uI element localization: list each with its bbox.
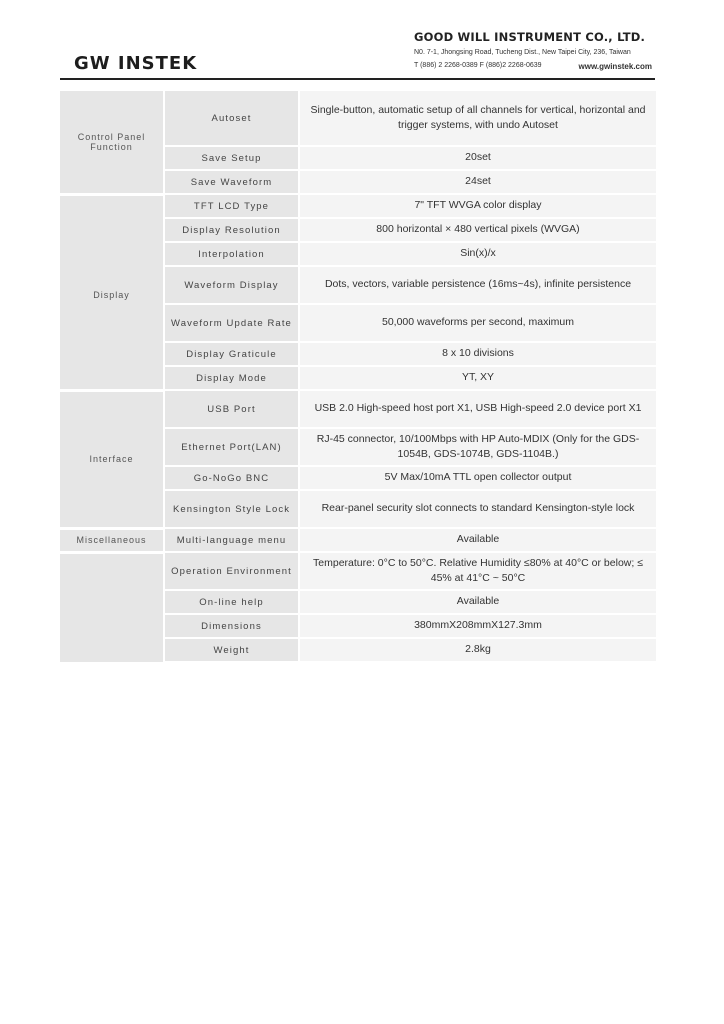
- table-row: [60, 194, 656, 218]
- spec-label: TFT LCD Type: [164, 194, 299, 218]
- spec-label: Waveform Display: [164, 266, 299, 304]
- header-divider: [60, 78, 655, 80]
- company-header: [414, 30, 654, 71]
- spec-value: 20set: [299, 146, 656, 170]
- spec-label: Save Setup: [164, 146, 299, 170]
- spec-label: Waveform Update Rate: [164, 304, 299, 342]
- spec-table: [60, 91, 656, 663]
- spec-value: RJ-45 connector, 10/100Mbps with HP Auto-MDIX (Only for the GDS-1054B, GDS-1074B, GDS-1104B.): [299, 428, 656, 466]
- spec-value: 8 x 10 divisions: [299, 342, 656, 366]
- category-cell: Control Panel Function: [60, 91, 164, 194]
- spec-label: Autoset: [164, 91, 299, 146]
- spec-value: 380mmX208mmX127.3mm: [299, 614, 656, 638]
- category-cell: Interface: [60, 390, 164, 528]
- spec-value: 800 horizontal × 480 vertical pixels (WVGA): [299, 218, 656, 242]
- spec-label: Kensington Style Lock: [164, 490, 299, 528]
- spec-value: Dots, vectors, variable persistence (16ms~4s), infinite persistence: [299, 266, 656, 304]
- spec-value: Rear-panel security slot connects to standard Kensington-style lock: [299, 490, 656, 528]
- spec-value: 2.8kg: [299, 638, 656, 662]
- spec-value: Temperature: 0°C to 50°C. Relative Humidity ≤80% at 40°C or below; ≤ 45% at 41°C ~ 50°C: [299, 552, 656, 590]
- company-contact: [414, 62, 652, 71]
- spec-label: Dimensions: [164, 614, 299, 638]
- spec-value: 24set: [299, 170, 656, 194]
- table-row: [60, 390, 656, 428]
- spec-value: USB 2.0 High-speed host port X1, USB High-speed 2.0 device port X1: [299, 390, 656, 428]
- spec-value: YT, XY: [299, 366, 656, 390]
- spec-value: 7" TFT WVGA color display: [299, 194, 656, 218]
- logo-text: GW INSTEK: [74, 53, 198, 74]
- brand-logo: [74, 53, 197, 74]
- category-cell: Miscellaneous: [60, 528, 164, 552]
- spec-label: Interpolation: [164, 242, 299, 266]
- website: www.gwinstek.com: [578, 62, 652, 71]
- spec-value: Available: [299, 528, 656, 552]
- spec-label: Save Waveform: [164, 170, 299, 194]
- spec-label: Operation Environment: [164, 552, 299, 590]
- spec-label: Multi-language menu: [164, 528, 299, 552]
- table-row: [60, 528, 656, 552]
- spec-label: Display Resolution: [164, 218, 299, 242]
- table-row: [60, 552, 656, 590]
- spec-label: Ethernet Port(LAN): [164, 428, 299, 466]
- spec-label: Go-NoGo BNC: [164, 466, 299, 490]
- spec-label: Weight: [164, 638, 299, 662]
- spec-label: Display Graticule: [164, 342, 299, 366]
- spec-value: Available: [299, 590, 656, 614]
- company-address: N0. 7-1, Jhongsing Road, Tucheng Dist., New Taipei City, 236, Taiwan: [414, 49, 631, 56]
- table-row: [60, 91, 656, 146]
- spec-value: 5V Max/10mA TTL open collector output: [299, 466, 656, 490]
- spec-label: Display Mode: [164, 366, 299, 390]
- spec-value: Single-button, automatic setup of all channels for vertical, horizontal and trigger systems, with undo Autoset: [299, 91, 656, 146]
- spec-label: USB Port: [164, 390, 299, 428]
- phone-fax: T (886) 2 2268-0389 F (886)2 2268-0639: [414, 62, 542, 69]
- category-cell: Display: [60, 194, 164, 390]
- spec-value: Sin(x)/x: [299, 242, 656, 266]
- spec-label: On-line help: [164, 590, 299, 614]
- category-cell-empty: [60, 552, 164, 662]
- spec-value: 50,000 waveforms per second, maximum: [299, 304, 656, 342]
- company-name: GOOD WILL INSTRUMENT CO., LTD.: [414, 30, 646, 44]
